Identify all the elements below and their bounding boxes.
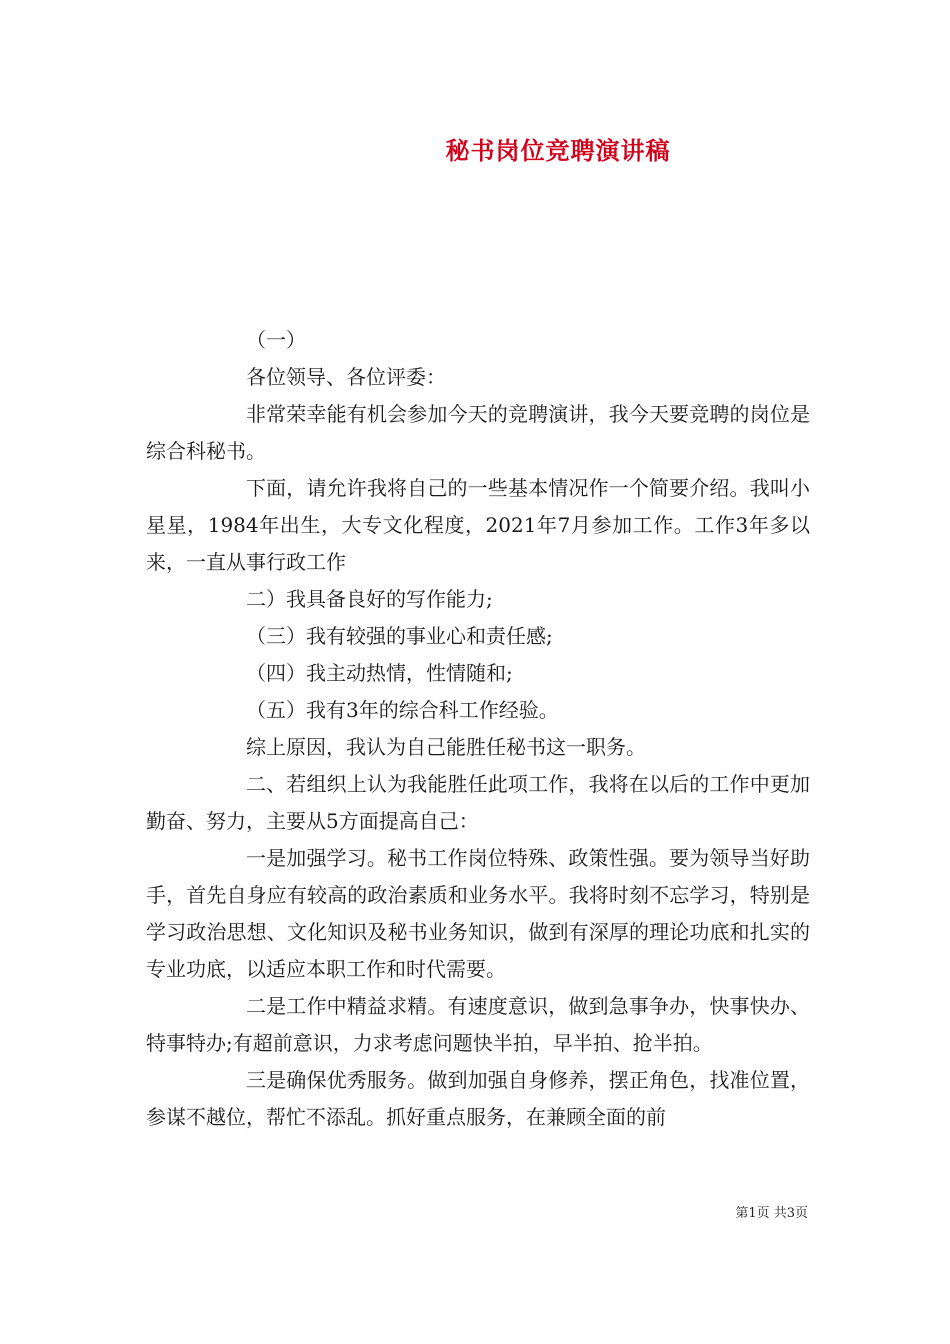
paragraph-item-four: （四）我主动热情，性情随和; [246,661,513,685]
paragraph-item-two: 二）我具备良好的写作能力; [246,587,493,611]
page-footer: 第1页 共3页 [735,1206,808,1221]
paragraph-salutation: 各位领导、各位评委： [246,365,446,389]
paragraph-item-five: （五）我有3年的综合科工作经验。 [246,698,559,722]
paragraph-intro: 非常荣幸能有机会参加今天的竞聘演讲，我今天要竞聘的岗位是综合科秘书。 [146,402,810,463]
paragraph-point-one: 一是加强学习。秘书工作岗位特殊、政策性强。要为领导当好助手，首先自身应有较高的政治素质和业务水平。我将时刻不忘学习，特别是学习政治思想、文化知识及秘书业务知识，做到有深厚的理论功底和扎实的专业功底，以适应本职工作和时代需要。 [146,846,810,981]
paragraph-item-three: （三）我有较强的事业心和责任感; [246,624,553,648]
paragraph-point-three: 三是确保优秀服务。做到加强自身修养，摆正角色，找准位置，参谋不越位，帮忙不添乱。抓好重点服务，在兼顾全面的前 [146,1068,810,1129]
document-body [146,322,810,1136]
page-title: 秘书岗位竞聘演讲稿 [445,136,671,165]
paragraph-summary: 综上原因，我认为自己能胜任秘书这一职务。 [246,735,646,759]
paragraph-section-two: 二、若组织上认为我能胜任此项工作，我将在以后的工作中更加勤奋、努力，主要从5方面提高自己： [146,772,810,833]
paragraph-section-one: （一） [246,328,306,352]
paragraph-background: 下面，请允许我将自己的一些基本情况作一个简要介绍。我叫小星星，1984年出生，大专文化程度，2021年7月参加工作。工作3年多以来，一直从事行政工作 [146,476,810,574]
paragraph-point-two: 二是工作中精益求精。有速度意识，做到急事争办，快事快办、特事特办;有超前意识，力求考虑问题快半拍，早半拍、抢半拍。 [146,994,810,1055]
